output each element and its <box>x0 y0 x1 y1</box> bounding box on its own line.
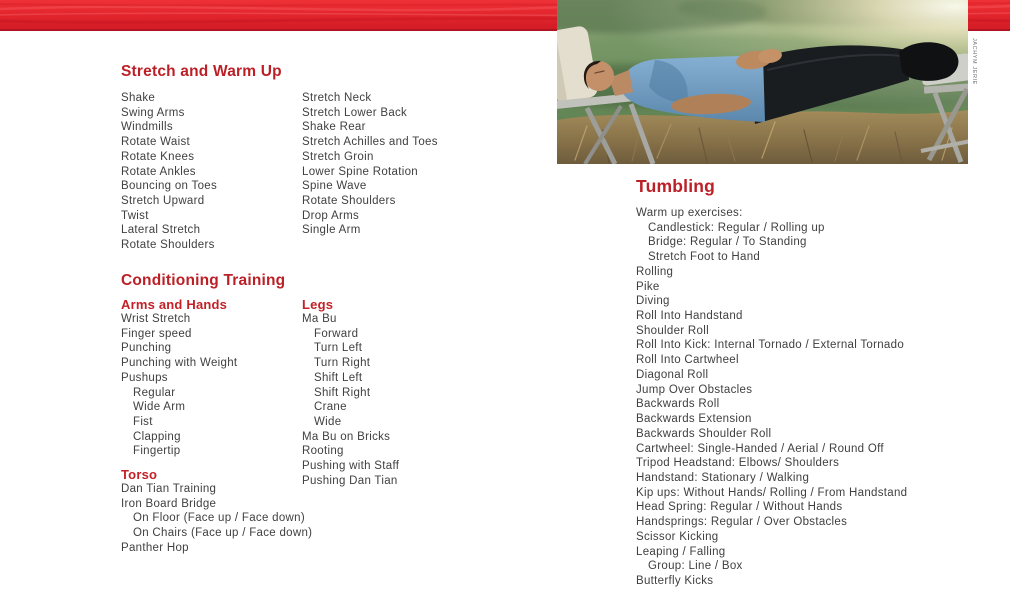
subheading-legs: Legs <box>302 297 334 312</box>
list-item: Windmills <box>121 121 173 134</box>
list-item: Tripod Headstand: Elbows/ Shoulders <box>636 457 840 470</box>
list-item: Finger speed <box>121 327 192 340</box>
list-item: Diagonal Roll <box>636 368 709 381</box>
list-item: Wide <box>314 416 342 429</box>
list-item: Turn Left <box>314 342 363 355</box>
list-item: Regular <box>133 386 176 399</box>
list-item: Iron Board Bridge <box>121 497 217 510</box>
list-item: Pushing Dan Tian <box>302 474 398 487</box>
list-item: Rotate Shoulders <box>302 195 396 208</box>
list-item: Shoulder Roll <box>636 324 709 337</box>
list-item: Single Arm <box>302 224 361 237</box>
list-item: Roll Into Cartwheel <box>636 354 739 367</box>
list-item: Swing Arms <box>121 106 185 119</box>
list-item: Rotate Shoulders <box>121 239 215 252</box>
list-item: Stretch Lower Back <box>302 106 408 119</box>
list-item: Diving <box>636 295 670 308</box>
list-item: Drop Arms <box>302 209 360 222</box>
list-item: Stretch Achilles and Toes <box>302 136 438 149</box>
list-item: Clapping <box>133 430 181 443</box>
man-shoes <box>899 42 958 81</box>
list-item: Group: Line / Box <box>648 560 743 573</box>
subheading-arms-and-hands: Arms and Hands <box>121 297 228 312</box>
list-item: Shift Right <box>314 386 371 399</box>
list-item: Fist <box>133 416 153 429</box>
list-item: Shake Rear <box>302 121 366 134</box>
stretch-list-col2 <box>302 91 438 238</box>
list-item: Rotate Ankles <box>121 165 196 178</box>
list-item: Forward <box>314 327 359 340</box>
list-item: Stretch Groin <box>302 150 374 163</box>
list-item: Handstand: Stationary / Walking <box>636 471 810 484</box>
list-item: Ma Bu on Bricks <box>302 430 391 443</box>
section-heading-stretch: Stretch and Warm Up <box>121 63 282 80</box>
list-item: Backwards Shoulder Roll <box>636 427 772 440</box>
list-item: Head Spring: Regular / Without Hands <box>636 501 843 514</box>
photo-scene <box>557 0 968 164</box>
list-item: Leaping / Falling <box>636 545 726 558</box>
list-item: Cartwheel: Single-Handed / Aerial / Round Off <box>636 442 884 455</box>
exercise-photo <box>557 0 968 164</box>
list-item: Pushing with Staff <box>302 460 400 473</box>
list-item: Wrist Stretch <box>121 313 191 325</box>
arms-list <box>121 312 237 459</box>
list-item: Spine Wave <box>302 180 367 193</box>
list-item: Panther Hop <box>121 541 189 554</box>
list-item: Wide Arm <box>133 401 186 414</box>
list-item: Butterfly Kicks <box>636 574 714 587</box>
stretch-list-col1 <box>121 91 217 253</box>
list-item: Stretch Upward <box>121 195 205 208</box>
list-item: Stretch Neck <box>302 92 372 104</box>
list-item: Backwards Roll <box>636 398 720 411</box>
list-item: Handsprings: Regular / Over Obstacles <box>636 516 848 529</box>
list-item: Rotate Waist <box>121 136 191 149</box>
list-item: Roll Into Kick: Internal Tornado / External Tornado <box>636 339 905 352</box>
list-item: Rooting <box>302 445 344 458</box>
subheading-torso: Torso <box>121 467 158 482</box>
list-item: Punching <box>121 342 172 355</box>
list-item: Roll Into Handstand <box>636 310 743 323</box>
section-heading-conditioning: Conditioning Training <box>121 272 286 289</box>
list-item: Rotate Knees <box>121 150 195 163</box>
photo-credit: JACHYM JERIE <box>971 38 977 85</box>
list-item: Rolling <box>636 265 674 278</box>
list-item: Ma Bu <box>302 313 337 325</box>
list-item: On Chairs (Face up / Face down) <box>133 527 313 540</box>
list-item: Kip ups: Without Hands/ Rolling / From Handstand <box>636 486 908 499</box>
list-item: Warm up exercises: <box>636 207 743 219</box>
list-item: Stretch Foot to Hand <box>648 251 761 264</box>
list-item: Shift Left <box>314 371 363 384</box>
list-item: Candlestick: Regular / Rolling up <box>648 221 825 234</box>
torso-list <box>121 482 312 556</box>
list-item: Fingertip <box>133 445 181 458</box>
section-heading-tumbling: Tumbling <box>636 176 716 196</box>
legs-list <box>302 312 399 489</box>
list-item: Jump Over Obstacles <box>636 383 753 396</box>
list-item: Bridge: Regular / To Standing <box>648 236 807 249</box>
list-item: Pushups <box>121 371 168 384</box>
list-item: Lateral Stretch <box>121 224 201 237</box>
list-item: Pike <box>636 280 660 293</box>
list-item: Scissor Kicking <box>636 530 719 543</box>
list-item: Bouncing on Toes <box>121 180 218 193</box>
list-item: Punching with Weight <box>121 357 238 370</box>
list-item: Lower Spine Rotation <box>302 165 418 178</box>
list-item: Backwards Extension <box>636 413 752 426</box>
list-item: Crane <box>314 401 347 414</box>
list-item: On Floor (Face up / Face down) <box>133 512 305 525</box>
tumbling-list <box>636 206 907 589</box>
list-item: Turn Right <box>314 357 371 370</box>
list-item: Twist <box>121 209 149 222</box>
list-item: Dan Tian Training <box>121 483 217 495</box>
list-item: Shake <box>121 92 156 104</box>
